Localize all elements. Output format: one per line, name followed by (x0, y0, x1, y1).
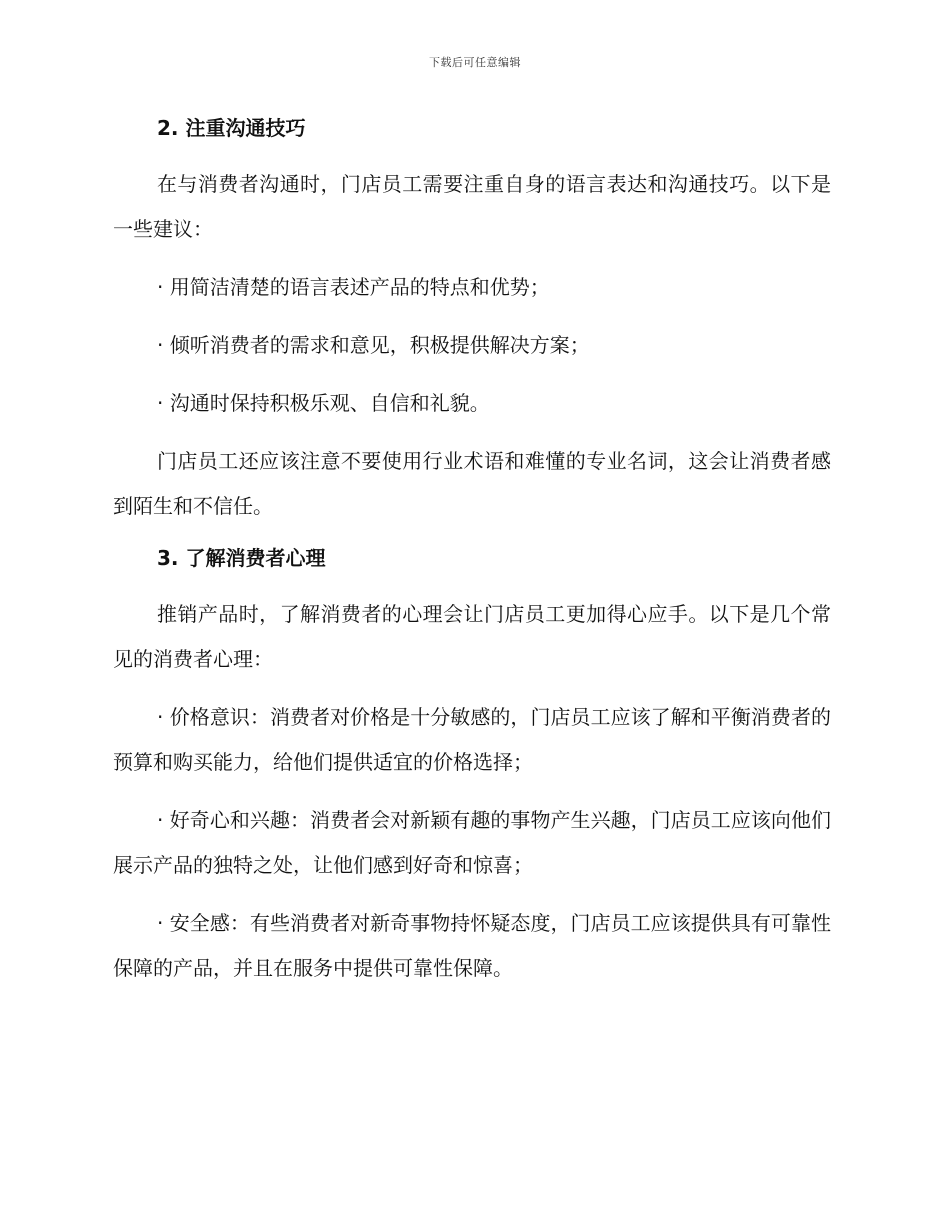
bullet-item: · 好奇心和兴趣：消费者会对新颖有趣的事物产生兴趣，门店员工应该向他们展示产品的独特之处，让他们感到好奇和惊喜； (113, 808, 831, 877)
bullet-item: · 价格意识：消费者对价格是十分敏感的，门店员工应该了解和平衡消费者的预算和购买能力，给他们提供适宜的价格选择； (113, 705, 831, 774)
paragraph-communication-intro: 在与消费者沟通时，门店员工需要注重自身的语言表达和沟通技巧。以下是一些建议： (113, 172, 831, 241)
paragraph-communication-closing: 门店员工还应该注意不要使用行业术语和难懂的专业名词，这会让消费者感到陌生和不信任。 (113, 449, 831, 518)
bullet-item: · 沟通时保持积极乐观、自信和礼貌。 (157, 391, 490, 415)
bullet-item: · 安全感：有些消费者对新奇事物持怀疑态度，门店员工应该提供具有可靠性保障的产品，并且在服务中提供可靠性保障。 (113, 911, 831, 980)
paragraph-psychology-intro: 推销产品时，了解消费者的心理会让门店员工更加得心应手。以下是几个常见的消费者心理： (113, 602, 831, 671)
section-heading-consumer-psychology: 3. 了解消费者心理 (157, 546, 326, 570)
bullet-item: · 用简洁清楚的语言表述产品的特点和优势； (157, 275, 550, 299)
header-note: 下载后可任意编辑 (429, 56, 521, 69)
document-body (113, 112, 831, 991)
section-heading-communication: 2. 注重沟通技巧 (157, 116, 306, 140)
bullet-item: · 倾听消费者的需求和意见，积极提供解决方案； (157, 333, 590, 357)
